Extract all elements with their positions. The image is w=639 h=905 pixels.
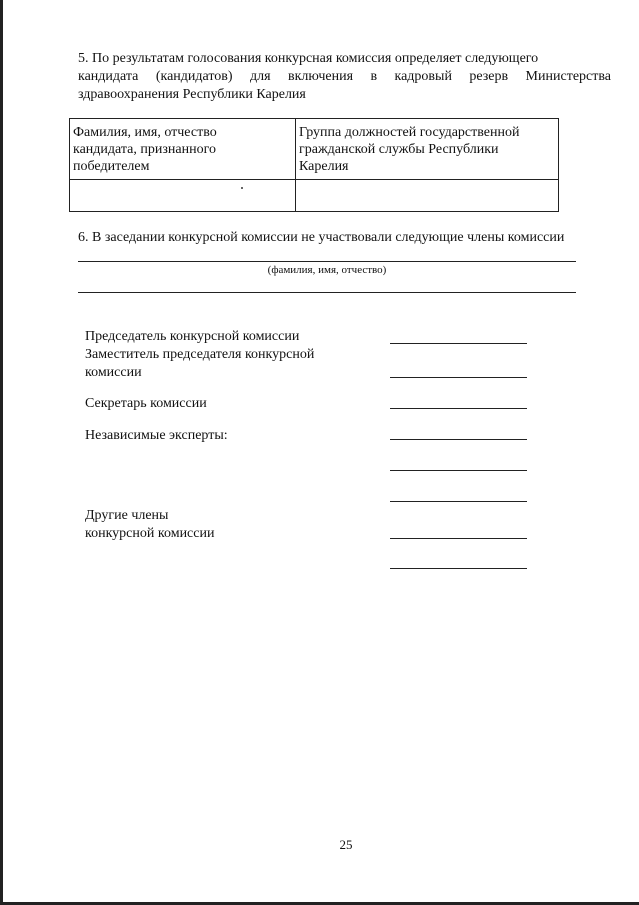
candidates-table xyxy=(69,118,559,212)
header-candidate-line-1: Фамилия, имя, отчество xyxy=(73,125,217,140)
chairman-signature-line[interactable] xyxy=(390,343,527,344)
other-members-label xyxy=(85,507,214,543)
section-6-text: 6. В заседании конкурсной комиссии не участвовали следующие члены комиссии xyxy=(78,230,565,245)
deputy-label-line-2: комиссии xyxy=(85,365,142,380)
chairman-label: Председатель конкурсной комиссии xyxy=(85,329,300,344)
header-position-line-1: Группа должностей государственной xyxy=(299,125,520,140)
section-5-line-3: здравоохранения Республики Карелия xyxy=(78,87,306,102)
scan-speck xyxy=(241,187,243,189)
page-number: 25 xyxy=(339,837,353,852)
section-5-line-1: 5. По результатам голосования конкурсная комиссия определяет следующего xyxy=(78,51,539,66)
section-5-paragraph xyxy=(78,50,611,104)
secretary-label: Секретарь комиссии xyxy=(85,396,207,411)
expert-signature-line-2[interactable] xyxy=(390,470,527,471)
header-candidate-line-3: победителем xyxy=(73,159,150,174)
deputy-label-line-1: Заместитель председателя конкурсной xyxy=(85,347,315,362)
absent-members-line-2[interactable] xyxy=(78,292,576,293)
header-candidate-line-2: кандидата, признанного xyxy=(73,142,216,157)
secretary-signature-line[interactable] xyxy=(390,408,527,409)
expert-signature-line-3[interactable] xyxy=(390,501,527,502)
header-position-group xyxy=(296,119,559,180)
expert-signature-line-1[interactable] xyxy=(390,439,527,440)
other-members-label-line-2: конкурсной комиссии xyxy=(85,526,215,541)
table-cell-candidate[interactable] xyxy=(70,179,296,211)
scan-left-edge xyxy=(0,0,3,905)
other-member-signature-line-2[interactable] xyxy=(390,568,527,569)
deputy-label xyxy=(85,346,314,382)
table-cell-position[interactable] xyxy=(296,179,559,211)
header-position-line-3: Карелия xyxy=(299,159,349,174)
deputy-signature-line[interactable] xyxy=(390,377,527,378)
absent-members-line[interactable] xyxy=(78,261,576,262)
table-row xyxy=(70,179,559,211)
section-5-line-2: кандидата (кандидатов) для включения в кадровый резерв Министерства xyxy=(78,69,611,84)
header-candidate-name xyxy=(70,119,296,180)
other-members-label-line-1: Другие члены xyxy=(85,508,169,523)
other-member-signature-line-1[interactable] xyxy=(390,538,527,539)
experts-label: Независимые эксперты: xyxy=(85,428,228,443)
table-header-row xyxy=(70,119,559,180)
absent-members-caption: (фамилия, имя, отчество) xyxy=(267,264,387,276)
header-position-line-2: гражданской службы Республики xyxy=(299,142,499,157)
